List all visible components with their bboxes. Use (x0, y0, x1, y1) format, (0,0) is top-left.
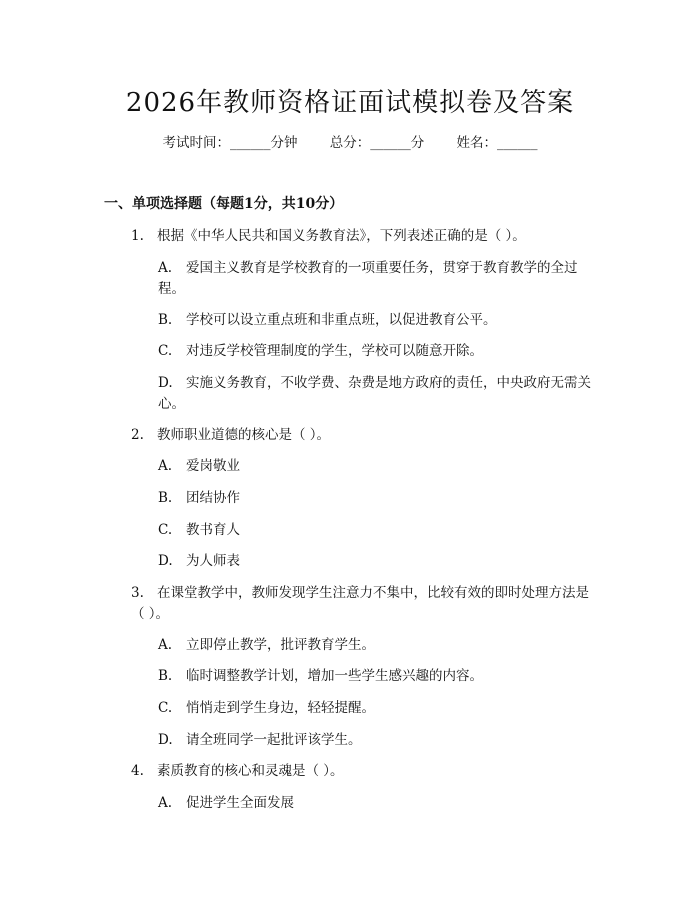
question-2-option-c (104, 515, 601, 547)
option-label: A. (158, 636, 173, 653)
option-text: 请全班同学一起批评该学生。 (186, 731, 362, 748)
question-1-option-d (104, 368, 601, 420)
option-label: A. (158, 794, 173, 811)
exam-time-field: 考试时间：______分钟 (162, 135, 298, 151)
option-text: 教书育人 (186, 521, 240, 538)
option-text: 立即停止教学，批评教育学生。 (186, 636, 375, 653)
question-text: 素质教育的核心和灵魂是（ ）。 (157, 763, 344, 780)
option-text: 临时调整教学计划，增加一些学生感兴趣的内容。 (186, 668, 483, 685)
question-1-option-a (104, 253, 601, 305)
option-label: A. (158, 458, 173, 475)
option-label: C. (158, 521, 173, 538)
option-label: B. (158, 311, 173, 328)
option-label: B. (158, 489, 173, 506)
total-score-field: 总分：______分 (329, 135, 425, 151)
page-title: 2026年教师资格证面试模拟卷及答案 (125, 88, 575, 118)
question-3 (104, 578, 601, 630)
section-heading: 一、单项选择题（每题1分，共10分） (104, 196, 344, 212)
option-text: 对违反学校管理制度的学生，学校可以随意开除。 (186, 343, 483, 360)
question-4-option-a (104, 788, 601, 820)
question-4 (104, 756, 601, 788)
option-label: D. (158, 553, 173, 570)
question-text: 根据《中华人民共和国义务教育法》，下列表述正确的是（ ）。 (157, 228, 526, 244)
question-3-option-d (104, 725, 601, 757)
student-name-field: 姓名：______ (456, 135, 538, 151)
question-number: 3. (131, 584, 144, 601)
question-2 (104, 420, 601, 452)
option-label: C. (158, 699, 173, 716)
question-number: 1. (131, 228, 144, 244)
option-text: 团结协作 (186, 489, 240, 506)
option-text: 实施义务教育，不收学费、杂费是地方政府的责任，中央政府无需关心。 (158, 374, 591, 412)
option-text: 爱国主义教育是学校教育的一项重要任务，贯穿于教育教学的全过程。 (158, 259, 578, 297)
question-2-option-d (104, 546, 601, 578)
question-number: 2. (131, 426, 144, 443)
question-3-option-c (104, 693, 601, 725)
option-text: 学校可以设立重点班和非重点班，以促进教育公平。 (186, 311, 497, 328)
question-1 (104, 221, 601, 253)
question-text: 教师职业道德的核心是（ ）。 (157, 426, 331, 443)
question-text: 在课堂教学中，教师发现学生注意力不集中，比较有效的即时处理方法是（ ）。 (131, 584, 589, 622)
option-label: B. (158, 668, 173, 685)
option-text: 悄悄走到学生身边，轻轻提醒。 (186, 699, 375, 716)
question-1-option-c (104, 336, 601, 368)
option-label: C. (158, 343, 173, 360)
question-3-option-b (104, 661, 601, 693)
option-label: D. (158, 374, 173, 391)
option-text: 促进学生全面发展 (186, 794, 294, 811)
option-text: 爱岗敬业 (186, 458, 240, 475)
option-label: A. (158, 259, 173, 276)
option-label: D. (158, 731, 173, 748)
question-number: 4. (131, 763, 144, 780)
exam-info-line (0, 131, 700, 151)
option-text: 为人师表 (186, 553, 240, 570)
question-list (104, 221, 601, 819)
question-2-option-a (104, 451, 601, 483)
question-2-option-b (104, 483, 601, 515)
question-1-option-b (104, 305, 601, 337)
question-3-option-a (104, 630, 601, 662)
